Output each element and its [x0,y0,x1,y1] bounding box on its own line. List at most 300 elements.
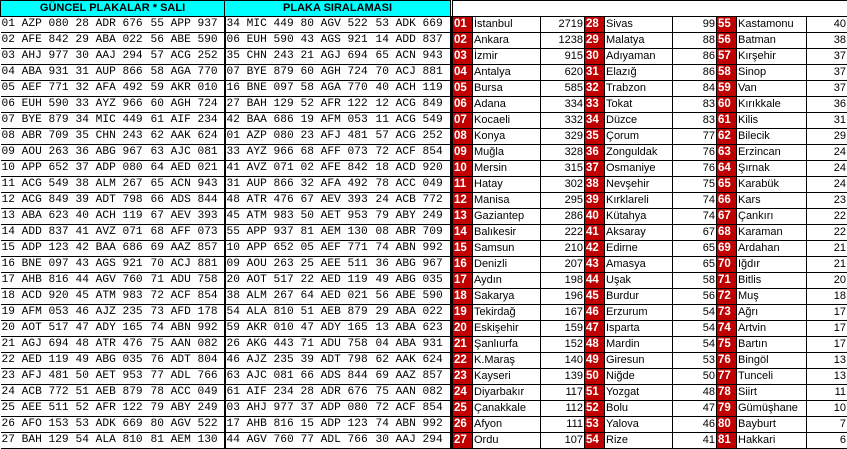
ranking-row [453,81,847,97]
plate-code-badge: 03 [453,49,473,65]
city-count: 585 [541,81,585,97]
plate-code-badge: 58 [717,65,737,81]
city-count: 222 [541,225,585,241]
plate-cell: 42 BAA 686 [225,113,300,129]
plate-cell: 40 ACH 119 [75,209,150,225]
city-name: Elazığ [605,65,673,81]
city-name: Sivas [605,17,673,33]
plate-cell: 12 ACG 849 [375,97,451,113]
ranking-row [453,33,847,49]
city-name: Ardahan [737,241,807,257]
plate-cell: 43 AGS 921 [300,33,375,49]
plate-cell: 52 AFR 122 [75,401,150,417]
city-name: K.Maraş [473,353,541,369]
plate-cell: 09 AOU 263 [225,257,300,273]
plate-code-badge: 48 [585,337,605,353]
city-count: 7 [807,417,847,433]
plate-code-badge: 02 [453,33,473,49]
plate-cell: 81 AEM 130 [300,225,375,241]
plate-code-badge: 76 [717,353,737,369]
plate-cell: 38 ALM 267 [225,289,300,305]
city-count: 196 [541,289,585,305]
ranking-row [453,241,847,257]
plate-cell: 68 AFF 073 [300,145,375,161]
plate-cell: 15 ADP 123 [300,417,375,433]
city-count: 75 [673,177,717,193]
city-name: Kırıkkale [737,97,807,113]
city-name: Malatya [605,33,673,49]
city-count: 83 [673,113,717,129]
plates-row [1,385,451,401]
plate-cell: 72 ACF 854 [150,289,225,305]
ranking-row [453,433,847,449]
plate-cell: 48 ATR 476 [225,193,300,209]
city-name: Tokat [605,97,673,113]
city-count: 41 [673,433,717,449]
plate-cell: 44 AGV 760 [225,433,300,449]
plate-cell: 71 ADU 758 [300,337,375,353]
city-count: 24 [807,161,847,177]
plate-cell: 66 ADS 844 [150,193,225,209]
city-name: Kilis [737,113,807,129]
city-count: 83 [673,97,717,113]
city-count: 36 [807,97,847,113]
ranking-table [452,0,847,449]
plate-cell: 58 AGA 770 [300,81,375,97]
city-name: Kocaeli [473,113,541,129]
plate-code-badge: 07 [453,113,473,129]
city-name: Adana [473,97,541,113]
city-name: Ankara [473,33,541,49]
city-name: Zonguldak [605,145,673,161]
plate-code-badge: 61 [717,113,737,129]
city-name: Konya [473,129,541,145]
ranking-row [453,17,847,33]
city-name: Edirne [605,241,673,257]
plate-code-badge: 71 [717,273,737,289]
city-count: 21 [807,257,847,273]
plate-code-badge: 64 [717,161,737,177]
city-count: 84 [673,81,717,97]
plate-cell: 67 AEV 393 [150,209,225,225]
plate-cell: 04 ABA 931 [1,65,75,81]
ranking-row [453,273,847,289]
plate-code-badge: 81 [717,433,737,449]
city-name: Manisa [473,193,541,209]
ranking-header-blank [453,1,847,17]
plate-cell: 05 AEF 771 [1,81,75,97]
plate-code-badge: 68 [717,225,737,241]
plate-code-badge: 26 [453,417,473,433]
plate-cell: 66 ADS 844 [300,369,375,385]
plate-cell: 60 AGH 724 [300,65,375,81]
plate-cell: 55 APP 937 [225,225,300,241]
plate-cell: 80 AGV 522 [150,417,225,433]
plates-row [1,81,451,97]
city-name: Denizli [473,257,541,273]
plate-cell: 65 ACN 943 [150,177,225,193]
plate-code-badge: 05 [453,81,473,97]
city-name: Iğdır [737,257,807,273]
city-name: Bitlis [737,273,807,289]
plate-cell: 29 ABA 022 [75,33,150,49]
city-count: 315 [541,161,585,177]
city-count: 74 [673,209,717,225]
plate-cell: 36 ABG 967 [375,257,451,273]
city-count: 65 [673,257,717,273]
city-count: 117 [541,385,585,401]
city-count: 24 [807,177,847,193]
city-name: Samsun [473,241,541,257]
plate-cell: 02 AFE 842 [300,161,375,177]
plate-cell: 11 ACG 549 [1,177,75,193]
plate-cell: 21 AGJ 694 [300,49,375,65]
city-name: Balıkesir [473,225,541,241]
plate-cell: 75 AAN 082 [375,385,451,401]
plate-code-badge: 01 [453,17,473,33]
plates-header-row [1,1,451,17]
plate-cell: 11 ACG 549 [375,113,451,129]
city-count: 295 [541,193,585,209]
plate-code-badge: 34 [585,113,605,129]
plate-cell: 32 AFA 492 [300,177,375,193]
plate-cell: 27 BAH 129 [1,433,75,449]
plate-code-badge: 32 [585,81,605,97]
plate-cell: 01 AZP 080 [1,17,75,33]
plate-cell: 10 APP 652 [225,241,300,257]
city-name: Rize [605,433,673,449]
plate-cell: 57 ACG 252 [150,49,225,65]
plate-cell: 55 APP 937 [150,17,225,33]
plate-code-badge: 62 [717,129,737,145]
plate-cell: 46 AJZ 235 [225,353,300,369]
city-name: Bilecik [737,129,807,145]
city-count: 22 [807,225,847,241]
plate-code-badge: 18 [453,289,473,305]
plate-cell: 63 AJC 081 [150,145,225,161]
plate-cell: 49 ABG 035 [75,353,150,369]
city-name: Hatay [473,177,541,193]
plate-code-badge: 80 [717,417,737,433]
plate-cell: 51 AEB 879 [300,305,375,321]
plate-cell: 80 AGV 522 [300,17,375,33]
plate-cell: 64 AED 021 [150,161,225,177]
plate-cell: 23 AFJ 481 [300,129,375,145]
city-name: Çorum [605,129,673,145]
city-count: 86 [673,65,717,81]
plate-code-badge: 29 [585,33,605,49]
city-name: Hakkari [737,433,807,449]
plate-cell: 42 BAA 686 [75,241,150,257]
city-name: Kastamonu [737,17,807,33]
city-count: 99 [673,17,717,33]
city-count: 58 [673,273,717,289]
plate-code-badge: 36 [585,145,605,161]
city-name: Aksaray [605,225,673,241]
plate-cell: 78 ACC 049 [150,385,225,401]
plate-cell: 65 ACN 943 [375,49,451,65]
city-count: 37 [807,81,847,97]
plate-cell: 78 ACC 049 [375,177,451,193]
plate-cell: 35 CHN 243 [225,49,300,65]
city-name: Isparta [605,321,673,337]
plate-cell: 70 ACJ 881 [375,65,451,81]
plate-code-badge: 16 [453,257,473,273]
city-name: İzmir [473,49,541,65]
plate-code-badge: 38 [585,177,605,193]
city-name: Bayburt [737,417,807,433]
city-count: 38 [807,33,847,49]
plate-code-badge: 79 [717,401,737,417]
plate-cell: 44 AGV 760 [75,273,150,289]
plate-cell: 47 ADY 165 [75,321,150,337]
plate-code-badge: 69 [717,241,737,257]
ranking-row [453,305,847,321]
plates-row [1,433,451,449]
city-name: Gaziantep [473,209,541,225]
city-count: 11 [807,385,847,401]
city-count: 2719 [541,17,585,33]
city-count: 328 [541,145,585,161]
plate-cell: 29 ABA 022 [375,305,451,321]
plate-cell: 68 AFF 073 [150,225,225,241]
plate-cell: 40 ACH 119 [375,81,451,97]
plate-cell: 16 BNE 097 [1,257,75,273]
city-count: 13 [807,369,847,385]
city-name: Trabzon [605,81,673,97]
plate-cell: 13 ABA 623 [375,321,451,337]
city-name: Aydın [473,273,541,289]
plates-row [1,337,451,353]
city-count: 13 [807,353,847,369]
plate-cell: 37 ADP 080 [300,401,375,417]
plate-code-badge: 60 [717,97,737,113]
plate-code-badge: 25 [453,401,473,417]
plate-code-badge: 06 [453,97,473,113]
plate-cell: 39 ADT 798 [300,353,375,369]
city-count: 17 [807,305,847,321]
city-count: 46 [673,417,717,433]
city-name: Van [737,81,807,97]
plate-cell: 23 AFJ 481 [1,369,75,385]
city-name: Kayseri [473,369,541,385]
city-count: 207 [541,257,585,273]
plate-code-badge: 13 [453,209,473,225]
plate-cell: 46 AJZ 235 [75,305,150,321]
plate-cell: 24 ACB 772 [375,193,451,209]
plate-code-badge: 30 [585,49,605,65]
plates-row [1,161,451,177]
plate-cell: 03 AHJ 977 [225,401,300,417]
plate-cell: 77 ADL 766 [150,369,225,385]
plate-cell: 73 AFD 178 [150,305,225,321]
plate-cell: 25 AEE 511 [1,401,75,417]
plate-code-badge: 75 [717,337,737,353]
plates-row [1,209,451,225]
city-count: 334 [541,97,585,113]
plate-code-badge: 10 [453,161,473,177]
plate-cell: 71 ADU 758 [150,273,225,289]
city-count: 159 [541,321,585,337]
plate-cell: 28 ADR 676 [300,385,375,401]
plates-row [1,321,451,337]
city-count: 22 [807,209,847,225]
city-name: Kütahya [605,209,673,225]
city-count: 1238 [541,33,585,49]
plate-code-badge: 57 [717,49,737,65]
city-count: 107 [541,433,585,449]
plate-code-badge: 67 [717,209,737,225]
plate-cell: 76 ADT 804 [150,353,225,369]
plate-code-badge: 27 [453,433,473,449]
plate-cell: 45 ATM 983 [75,289,150,305]
plate-code-badge: 47 [585,321,605,337]
city-name: Batman [737,33,807,49]
plate-code-badge: 19 [453,305,473,321]
city-count: 18 [807,289,847,305]
plate-cell: 03 AHJ 977 [1,49,75,65]
plate-cell: 02 AFE 842 [1,33,75,49]
city-name: Erzurum [605,305,673,321]
plate-cell: 32 AFA 492 [75,81,150,97]
plate-code-badge: 44 [585,273,605,289]
plate-cell: 69 AAZ 857 [150,241,225,257]
ranking-row [453,289,847,305]
plate-cell: 51 AEB 879 [75,385,150,401]
city-name: Çankırı [737,209,807,225]
city-name: Antalya [473,65,541,81]
plate-cell: 53 ADK 669 [75,417,150,433]
plate-code-badge: 49 [585,353,605,369]
plate-code-badge: 31 [585,65,605,81]
city-name: Yalova [605,417,673,433]
city-count: 76 [673,161,717,177]
plate-cell: 34 MIC 449 [225,17,300,33]
city-count: 112 [541,401,585,417]
plate-cell: 19 AFM 053 [300,113,375,129]
city-count: 329 [541,129,585,145]
city-name: Afyon [473,417,541,433]
city-count: 332 [541,113,585,129]
city-count: 620 [541,65,585,81]
plates-row [1,401,451,417]
city-count: 24 [807,145,847,161]
city-count: 210 [541,241,585,257]
plate-code-badge: 22 [453,353,473,369]
plate-cell: 49 ABG 035 [375,273,451,289]
plate-cell: 41 AVZ 071 [75,225,150,241]
plate-code-badge: 78 [717,385,737,401]
plate-code-badge: 40 [585,209,605,225]
city-name: Sinop [737,65,807,81]
plate-code-badge: 41 [585,225,605,241]
plate-cell: 30 AAJ 294 [75,49,150,65]
city-name: Bursa [473,81,541,97]
plate-code-badge: 12 [453,193,473,209]
plate-cell: 18 ACD 920 [1,289,75,305]
plate-cell: 25 AEE 511 [300,257,375,273]
plate-cell: 28 ADR 676 [75,17,150,33]
ranking-row [453,369,847,385]
plate-cell: 50 AET 953 [300,209,375,225]
ranking-row [453,337,847,353]
city-name: Giresun [605,353,673,369]
city-count: 40 [807,17,847,33]
ranking-row [453,49,847,65]
plate-cell: 48 ATR 476 [75,337,150,353]
plate-cell: 58 AGA 770 [150,65,225,81]
plate-code-badge: 51 [585,385,605,401]
plate-cell: 52 AFR 122 [300,97,375,113]
plate-cell: 20 AOT 517 [1,321,75,337]
city-count: 54 [673,337,717,353]
city-count: 140 [541,353,585,369]
plate-cell: 07 BYE 879 [225,65,300,81]
plate-code-badge: 70 [717,257,737,273]
city-name: Erzincan [737,145,807,161]
plate-cell: 59 AKR 010 [150,81,225,97]
plate-cell: 62 AAK 624 [150,129,225,145]
plate-cell: 59 AKR 010 [225,321,300,337]
plates-row [1,289,451,305]
plate-cell: 35 CHN 243 [75,129,150,145]
plates-row [1,145,451,161]
plate-code-badge: 42 [585,241,605,257]
plate-cell: 08 ABR 709 [375,225,451,241]
city-count: 53 [673,353,717,369]
plate-cell: 79 ABY 249 [150,401,225,417]
plates-row [1,193,451,209]
plate-code-badge: 55 [717,17,737,33]
plate-code-badge: 35 [585,129,605,145]
plate-code-badge: 33 [585,97,605,113]
city-name: Muğla [473,145,541,161]
city-count: 54 [673,321,717,337]
plate-cell: 81 AEM 130 [150,433,225,449]
plate-cell: 34 MIC 449 [75,113,150,129]
plate-cell: 13 ABA 623 [1,209,75,225]
city-name: Kars [737,193,807,209]
plates-row [1,241,451,257]
city-name: Artvin [737,321,807,337]
plates-row [1,305,451,321]
city-name: Karaman [737,225,807,241]
plate-cell: 50 AET 953 [75,369,150,385]
plate-code-badge: 74 [717,321,737,337]
plate-code-badge: 14 [453,225,473,241]
plate-code-badge: 37 [585,161,605,177]
city-name: Çanakkale [473,401,541,417]
city-name: Niğde [605,369,673,385]
plate-ranking-title: PLAKA SIRALAMASI [225,1,451,17]
plate-cell: 53 ADK 669 [375,17,451,33]
city-count: 37 [807,49,847,65]
ranking-row [453,353,847,369]
city-name: Burdur [605,289,673,305]
plate-cell: 72 ACF 854 [375,145,451,161]
plate-code-badge: 50 [585,369,605,385]
city-name: Eskişehir [473,321,541,337]
city-count: 77 [673,129,717,145]
plate-cell: 77 ADL 766 [300,433,375,449]
city-count: 48 [673,385,717,401]
plate-code-badge: 15 [453,241,473,257]
plate-cell: 57 ACG 252 [375,129,451,145]
plate-code-badge: 66 [717,193,737,209]
plate-code-badge: 53 [585,417,605,433]
plate-code-badge: 17 [453,273,473,289]
city-name: Nevşehir [605,177,673,193]
